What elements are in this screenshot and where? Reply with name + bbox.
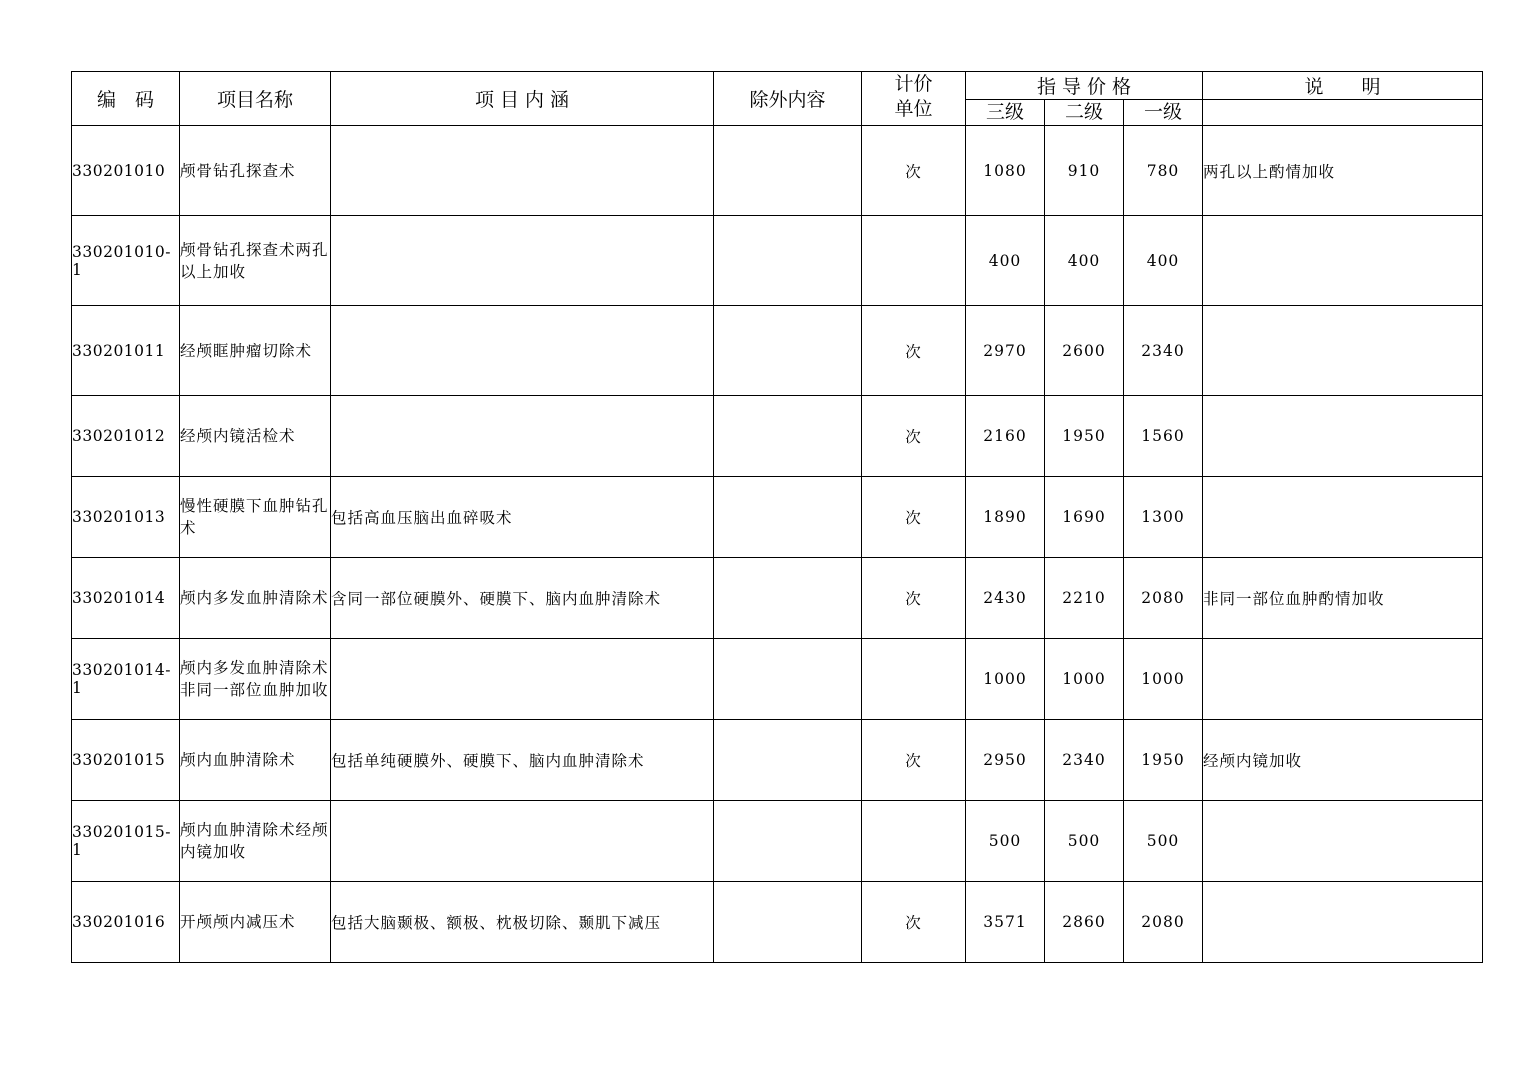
cell-price-level3: 1000 (966, 639, 1045, 720)
cell-price-level1: 2340 (1124, 306, 1203, 396)
price-table (71, 71, 1483, 963)
cell-except (714, 396, 862, 477)
cell-price-level1: 500 (1124, 801, 1203, 882)
header-note: 说 明 (1203, 72, 1483, 100)
table-row (72, 639, 1483, 720)
cell-content (331, 306, 714, 396)
header-level2: 二级 (1045, 100, 1124, 126)
table-row (72, 558, 1483, 639)
cell-price-level1: 1560 (1124, 396, 1203, 477)
cell-content: 包括高血压脑出血碎吸术 (331, 477, 714, 558)
cell-name: 颅内多发血肿清除术 (180, 558, 331, 639)
cell-except (714, 558, 862, 639)
cell-content: 包括单纯硬膜外、硬膜下、脑内血肿清除术 (331, 720, 714, 801)
cell-price-level3: 2430 (966, 558, 1045, 639)
cell-price-level1: 2080 (1124, 882, 1203, 963)
header-name: 项目名称 (180, 72, 331, 126)
cell-content (331, 216, 714, 306)
header-content: 项 目 内 涵 (331, 72, 714, 126)
table-row (72, 396, 1483, 477)
cell-code: 330201014-1 (72, 639, 180, 720)
header-unit-line1: 计价 (894, 73, 933, 95)
cell-code: 330201015-1 (72, 801, 180, 882)
cell-content (331, 801, 714, 882)
cell-except (714, 306, 862, 396)
table-body (72, 126, 1483, 963)
cell-note (1203, 639, 1483, 720)
cell-price-level3: 2970 (966, 306, 1045, 396)
cell-code: 330201010-1 (72, 216, 180, 306)
cell-code: 330201010 (72, 126, 180, 216)
header-price-group: 指 导 价 格 (966, 72, 1203, 100)
cell-price-level2: 1690 (1045, 477, 1124, 558)
table-row (72, 720, 1483, 801)
cell-price-level3: 1080 (966, 126, 1045, 216)
cell-unit (862, 639, 966, 720)
cell-note: 经颅内镜加收 (1203, 720, 1483, 801)
cell-content (331, 639, 714, 720)
header-except: 除外内容 (714, 72, 862, 126)
cell-except (714, 882, 862, 963)
cell-price-level2: 2600 (1045, 306, 1124, 396)
cell-price-level2: 2210 (1045, 558, 1124, 639)
cell-unit: 次 (862, 477, 966, 558)
table-row (72, 801, 1483, 882)
cell-note (1203, 882, 1483, 963)
cell-note: 非同一部位血肿酌情加收 (1203, 558, 1483, 639)
cell-content (331, 126, 714, 216)
cell-price-level1: 2080 (1124, 558, 1203, 639)
cell-unit: 次 (862, 882, 966, 963)
cell-name: 经颅眶肿瘤切除术 (180, 306, 331, 396)
cell-name: 颅骨钻孔探查术两孔以上加收 (180, 216, 331, 306)
cell-unit: 次 (862, 126, 966, 216)
cell-except (714, 639, 862, 720)
cell-except (714, 216, 862, 306)
header-unit (862, 72, 966, 126)
cell-unit: 次 (862, 396, 966, 477)
cell-price-level2: 400 (1045, 216, 1124, 306)
cell-price-level3: 500 (966, 801, 1045, 882)
cell-price-level3: 2950 (966, 720, 1045, 801)
cell-price-level1: 1000 (1124, 639, 1203, 720)
cell-price-level1: 780 (1124, 126, 1203, 216)
cell-name: 开颅颅内减压术 (180, 882, 331, 963)
cell-price-level2: 2860 (1045, 882, 1124, 963)
cell-note (1203, 801, 1483, 882)
cell-name: 颅内血肿清除术经颅内镜加收 (180, 801, 331, 882)
cell-price-level2: 1950 (1045, 396, 1124, 477)
cell-name: 颅内多发血肿清除术 非同一部位血肿加收 (180, 639, 331, 720)
cell-except (714, 720, 862, 801)
table-row (72, 126, 1483, 216)
cell-note: 两孔以上酌情加收 (1203, 126, 1483, 216)
cell-price-level3: 1890 (966, 477, 1045, 558)
cell-price-level2: 1000 (1045, 639, 1124, 720)
table-row (72, 306, 1483, 396)
cell-except (714, 126, 862, 216)
cell-note (1203, 396, 1483, 477)
cell-code: 330201016 (72, 882, 180, 963)
cell-price-level1: 1300 (1124, 477, 1203, 558)
cell-content: 含同一部位硬膜外、硬膜下、脑内血肿清除术 (331, 558, 714, 639)
cell-note (1203, 306, 1483, 396)
cell-code: 330201011 (72, 306, 180, 396)
header-code: 编 码 (72, 72, 180, 126)
cell-code: 330201012 (72, 396, 180, 477)
cell-code: 330201014 (72, 558, 180, 639)
cell-price-level3: 2160 (966, 396, 1045, 477)
cell-price-level1: 1950 (1124, 720, 1203, 801)
cell-price-level3: 400 (966, 216, 1045, 306)
cell-unit: 次 (862, 720, 966, 801)
cell-unit: 次 (862, 306, 966, 396)
cell-name: 颅骨钻孔探查术 (180, 126, 331, 216)
cell-price-level3: 3571 (966, 882, 1045, 963)
header-unit-line2: 单位 (894, 98, 933, 120)
table-row (72, 216, 1483, 306)
table-row (72, 882, 1483, 963)
cell-price-level1: 400 (1124, 216, 1203, 306)
header-note-blank (1203, 100, 1483, 126)
cell-note (1203, 477, 1483, 558)
cell-name: 颅内血肿清除术 (180, 720, 331, 801)
cell-price-level2: 2340 (1045, 720, 1124, 801)
table-row (72, 477, 1483, 558)
header-row-1 (72, 72, 1483, 100)
cell-except (714, 801, 862, 882)
cell-unit (862, 801, 966, 882)
cell-name: 经颅内镜活检术 (180, 396, 331, 477)
header-level3: 三级 (966, 100, 1045, 126)
cell-code: 330201015 (72, 720, 180, 801)
cell-unit (862, 216, 966, 306)
header-level1: 一级 (1124, 100, 1203, 126)
cell-unit: 次 (862, 558, 966, 639)
cell-price-level2: 910 (1045, 126, 1124, 216)
cell-note (1203, 216, 1483, 306)
cell-code: 330201013 (72, 477, 180, 558)
cell-name: 慢性硬膜下血肿钻孔术 (180, 477, 331, 558)
cell-content: 包括大脑颞极、额极、枕极切除、颞肌下减压 (331, 882, 714, 963)
cell-price-level2: 500 (1045, 801, 1124, 882)
cell-except (714, 477, 862, 558)
cell-content (331, 396, 714, 477)
